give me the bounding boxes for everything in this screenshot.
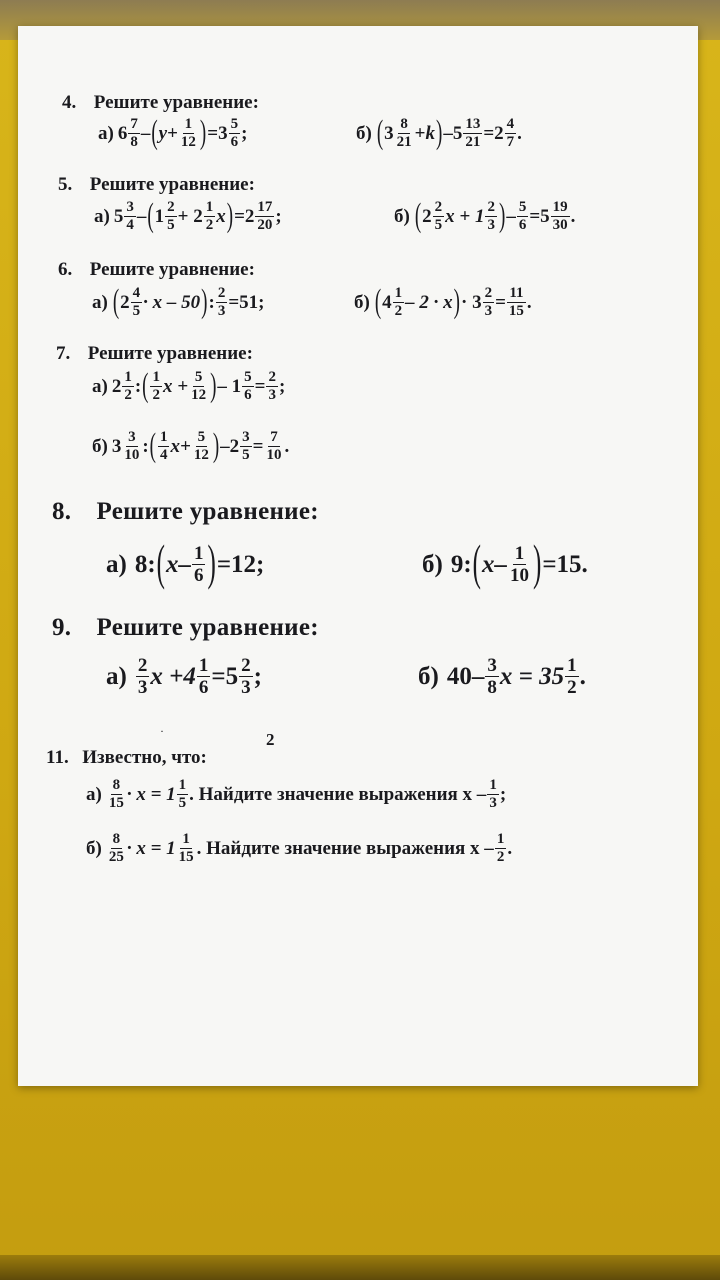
punct: .: [579, 662, 586, 690]
problem-7-heading: [56, 343, 253, 365]
problem-5-heading: [58, 174, 255, 196]
term: –5: [443, 122, 463, 144]
fraction: $\frac{1}{2}$: [567, 655, 577, 698]
whole: 2: [120, 291, 130, 313]
paren: ): [201, 282, 208, 321]
term: · x – 50: [143, 291, 201, 313]
term: x–: [481, 550, 507, 578]
fraction: $\frac{1}{6}$: [193, 543, 204, 586]
part-label: а): [94, 205, 110, 227]
fraction: $\frac{5}{12}$: [191, 369, 207, 403]
paren: (: [151, 113, 158, 152]
heading-text: Решите уравнение:: [89, 259, 255, 280]
term: x + 1: [445, 205, 485, 227]
paren: (: [376, 113, 384, 152]
term: · x = 1: [126, 837, 176, 859]
part-label: а): [86, 783, 102, 805]
heading-text: Решите уравнение:: [87, 343, 253, 364]
photo-background-bottom: [0, 1255, 720, 1280]
equals-part: =15.: [542, 550, 588, 578]
fraction: $\frac{1}{2}$: [152, 369, 160, 403]
term: –2: [220, 435, 240, 457]
operator: :: [142, 435, 149, 457]
fraction: $\frac{8}{21}$: [396, 116, 412, 150]
paren: (: [149, 426, 156, 465]
fraction: $\frac{2}{3}$: [137, 655, 148, 698]
term: – 2 · x: [405, 291, 453, 313]
equals-part: =2: [234, 205, 255, 227]
equals-part: =2: [483, 122, 504, 144]
punct: ;: [499, 783, 507, 805]
paren: (: [142, 366, 149, 405]
part-label: б): [422, 550, 443, 578]
problem-4a: [98, 113, 248, 152]
part-label: а): [106, 662, 127, 690]
part-label: а): [92, 375, 108, 397]
problem-11-heading: [46, 747, 207, 769]
punct: ;: [253, 662, 262, 690]
punct: ;: [275, 205, 282, 227]
problem-6-heading: [58, 259, 255, 281]
paren: (: [472, 536, 481, 591]
term: 9:: [450, 550, 472, 578]
part-label: б): [92, 435, 108, 457]
paren: ): [210, 366, 217, 405]
paren: ): [199, 113, 207, 152]
instruction-text: . Найдите значение выражения x –: [196, 837, 494, 859]
fraction: $\frac{1}{10}$: [509, 543, 529, 586]
fraction: $\frac{5}{6}$: [244, 369, 252, 403]
problem-number: 8.: [52, 498, 72, 525]
part-label: б): [394, 205, 410, 227]
punct: .: [284, 435, 290, 457]
fraction: $\frac{5}{12}$: [193, 429, 209, 463]
paren: (: [147, 196, 154, 235]
part-label: а): [92, 291, 108, 313]
problem-number: 6.: [58, 259, 73, 280]
heading-text: Известно, что:: [82, 747, 207, 768]
fraction: $\frac{13}{21}$: [465, 116, 481, 150]
term: · 3: [460, 291, 482, 313]
paren: (: [112, 282, 120, 321]
problem-5b: [394, 196, 576, 235]
fraction: $\frac{1}{12}$: [180, 116, 196, 150]
equals-part: =12;: [216, 550, 265, 578]
heading-text: Решите уравнение:: [96, 498, 319, 525]
fraction: $\frac{3}{5}$: [242, 429, 250, 463]
fraction: $\frac{2}{3}$: [484, 285, 493, 319]
part-label: а): [106, 550, 127, 578]
fraction: $\frac{7}{8}$: [130, 116, 138, 150]
paren: ): [212, 426, 220, 465]
problem-8-heading: [52, 498, 319, 526]
term: – 1: [217, 375, 242, 397]
paren: (: [156, 536, 165, 591]
operator: :: [134, 375, 142, 397]
term: x+: [170, 435, 191, 457]
fraction: $\frac{1}{3}$: [489, 777, 497, 811]
variable: x: [216, 205, 226, 227]
fraction: $\frac{2}{5}$: [167, 199, 175, 233]
whole: 2: [422, 205, 432, 227]
heading-text: Решите уравнение:: [93, 92, 259, 113]
fraction: $\frac{1}{2}$: [124, 369, 132, 403]
stray-handwritten-mark: 2: [266, 730, 275, 749]
fraction: $\frac{4}{5}$: [132, 285, 141, 319]
fraction: $\frac{2}{3}$: [241, 655, 251, 698]
instruction-text: . Найдите значение выражения x –: [189, 783, 487, 805]
part-label: б): [418, 662, 439, 690]
fraction: $\frac{17}{20}$: [257, 199, 273, 233]
part-label: б): [86, 837, 102, 859]
operator: +: [167, 122, 178, 144]
equals-part: =5: [211, 662, 239, 690]
fraction: $\frac{7}{10}$: [266, 429, 282, 463]
problem-number: 9.: [52, 614, 72, 641]
fraction: $\frac{1}{5}$: [178, 777, 187, 811]
problem-9b: [418, 656, 586, 697]
problem-8b: [422, 536, 588, 591]
fraction: $\frac{2}{3}$: [487, 199, 495, 233]
punct: .: [517, 122, 522, 144]
operator: –: [140, 122, 151, 144]
punct: ;: [241, 122, 248, 144]
fraction: $\frac{1}{2}$: [205, 199, 214, 233]
whole: 3: [384, 122, 394, 144]
paren: ): [226, 196, 234, 235]
problem-11a: [86, 778, 506, 811]
fraction: $\frac{2}{3}$: [217, 285, 226, 319]
paren: ): [532, 536, 542, 591]
fraction: $\frac{2}{5}$: [434, 199, 443, 233]
fraction: $\frac{1}{2}$: [394, 285, 403, 319]
operator: –: [506, 205, 516, 227]
term: x = 35: [499, 662, 565, 690]
fraction: $\frac{1}{15}$: [178, 831, 194, 865]
heading-text: Решите уравнение:: [89, 174, 255, 195]
whole: 1: [154, 205, 165, 227]
fraction: $\frac{11}{15}$: [508, 285, 524, 319]
term: · x = 1: [126, 783, 176, 805]
term: x–: [165, 550, 191, 578]
problem-7a: [92, 366, 286, 405]
fraction: $\frac{5}{6}$: [230, 116, 239, 150]
problem-number: 11.: [46, 747, 69, 768]
punct: ;: [278, 375, 286, 397]
fraction: $\frac{19}{30}$: [552, 199, 568, 233]
problem-9-heading: [52, 614, 319, 642]
fraction: $\frac{4}{7}$: [506, 116, 515, 150]
fraction: $\frac{2}{3}$: [268, 369, 276, 403]
paren: ): [498, 196, 506, 235]
problem-number: 4.: [62, 92, 77, 113]
operator: =: [252, 435, 264, 457]
fraction: $\frac{1}{2}$: [496, 831, 505, 865]
operator: +: [414, 122, 426, 144]
paren: ): [453, 282, 460, 321]
operator: :: [208, 291, 215, 313]
problem-number: 7.: [56, 343, 71, 364]
part-label: б): [356, 122, 372, 144]
term: x +4: [150, 662, 196, 690]
whole: 5: [113, 205, 124, 227]
problem-6a: [92, 282, 265, 321]
problem-4-heading: [62, 92, 259, 114]
operator: =: [254, 375, 266, 397]
problem-4b: [356, 113, 522, 152]
whole: 2: [111, 375, 122, 397]
fraction: $\frac{3}{4}$: [126, 199, 134, 233]
equals-part: =51;: [228, 291, 265, 313]
fraction: $\frac{8}{25}$: [108, 831, 124, 865]
stray-dot: ·: [160, 724, 164, 738]
problem-7b: [92, 426, 290, 465]
problem-11b: [86, 832, 512, 865]
problem-9a: [106, 656, 262, 697]
problem-8a: [106, 536, 265, 591]
term: x +: [162, 375, 189, 397]
punct: .: [570, 205, 576, 227]
whole: 4: [382, 291, 392, 313]
problem-number: 5.: [58, 174, 73, 195]
fraction: $\frac{3}{10}$: [124, 429, 140, 463]
whole: 3: [111, 435, 122, 457]
equals-part: =3: [207, 122, 228, 144]
fraction: $\frac{1}{6}$: [198, 655, 209, 698]
fraction: $\frac{3}{8}$: [487, 655, 497, 698]
fraction: $\frac{5}{6}$: [518, 199, 527, 233]
term: 40–: [446, 662, 485, 690]
fraction: $\frac{1}{4}$: [159, 429, 168, 463]
operator: –: [136, 205, 147, 227]
paren: ): [435, 113, 443, 152]
equals-part: =5: [529, 205, 550, 227]
variable: k: [425, 122, 435, 144]
term: 8:: [134, 550, 156, 578]
term: + 2: [177, 205, 203, 227]
whole: 6: [117, 122, 128, 144]
part-label: а): [98, 122, 114, 144]
part-label: б): [354, 291, 370, 313]
fraction: $\frac{8}{15}$: [108, 777, 124, 811]
paren: ): [207, 536, 216, 591]
paren: (: [414, 196, 422, 235]
paren: (: [374, 282, 382, 321]
heading-text: Решите уравнение:: [96, 614, 319, 641]
variable: y: [158, 122, 168, 144]
problem-5a: [94, 196, 282, 235]
punct: .: [507, 837, 513, 859]
punct: .: [526, 291, 532, 313]
problem-6b: [354, 282, 532, 321]
operator: =: [495, 291, 506, 313]
